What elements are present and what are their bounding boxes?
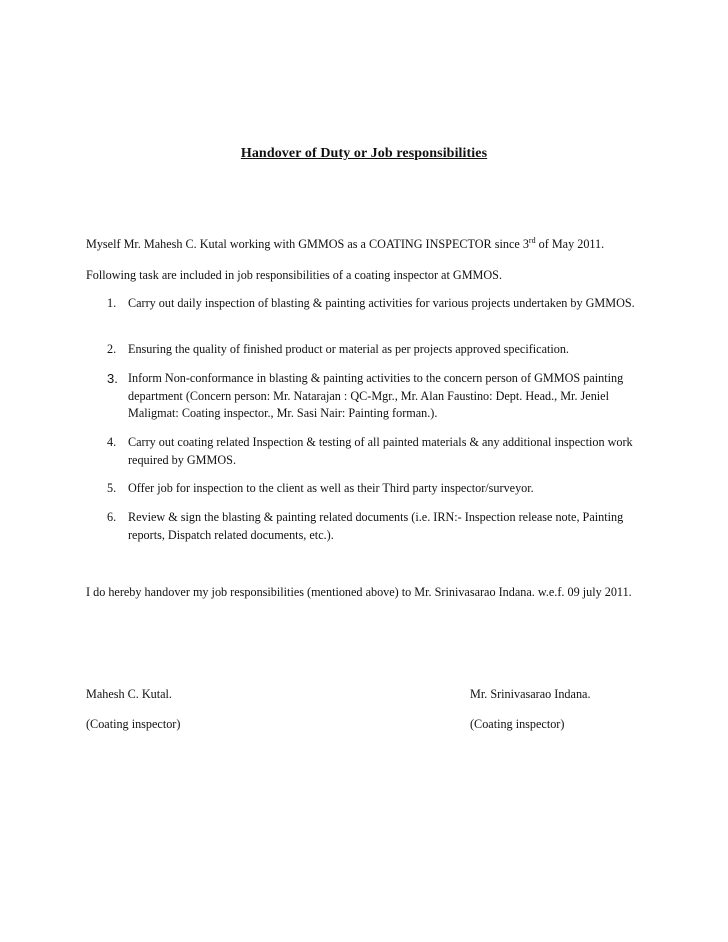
handover-statement: I do hereby handover my job responsibilities (mentioned above) to Mr. Srinivasarao Indana. w.e.f. 09 july 2011. [86,585,632,599]
task-number: 4. [107,435,117,449]
task-text: Carry out coating related Inspection & testing of all painted materials & any additional inspection work required by GMMOS. [128,435,633,467]
intro-text-end: of May 2011. [535,237,605,251]
task-text: Carry out daily inspection of blasting & painting activities for various projects undertaken by GMMOS. [128,296,635,310]
task-number: 2. [107,342,117,356]
task-number: 6. [107,510,117,524]
task-number: 1. [107,296,117,310]
task-number: 3. [107,371,118,386]
document-title: Handover of Duty or Job responsibilities [240,146,488,161]
task-text: Offer job for inspection to the client as well as their Third party inspector/surveyor. [128,481,534,495]
signatory-name-right: Mr. Srinivasarao Indana. [470,687,591,701]
intro-statement [86,236,646,254]
task-text: Review & sign the blasting & painting related documents (i.e. IRN:- Inspection release note, Painting reports, Dispatch related documents, etc.). [128,510,624,542]
task-text: Inform Non-conformance in blasting & painting activities to the concern person of GMMOS painting department (Concern person: Mr. Natarajan : QC-Mgr., Mr. Alan Faustino: Dept. Head., Mr. Jeniel Maligmat: Coating inspector., Mr. Sasi Nair: Painting forman.). [128,371,624,420]
signatory-role-right: (Coating inspector) [470,717,565,731]
intro-text-start: Myself Mr. Mahesh C. Kutal working with GMMOS as a COATING INSPECTOR since 3 [86,237,529,251]
tasks-intro: Following task are included in job responsibilities of a coating inspector at GMMOS. [86,268,503,282]
task-text: Ensuring the quality of finished product or material as per projects approved specification. [128,342,569,356]
task-number: 5. [107,481,117,495]
signatory-name-left: Mahesh C. Kutal. [86,687,172,701]
ordinal-suffix: rd [528,235,536,245]
signatory-role-left: (Coating inspector) [86,717,181,731]
